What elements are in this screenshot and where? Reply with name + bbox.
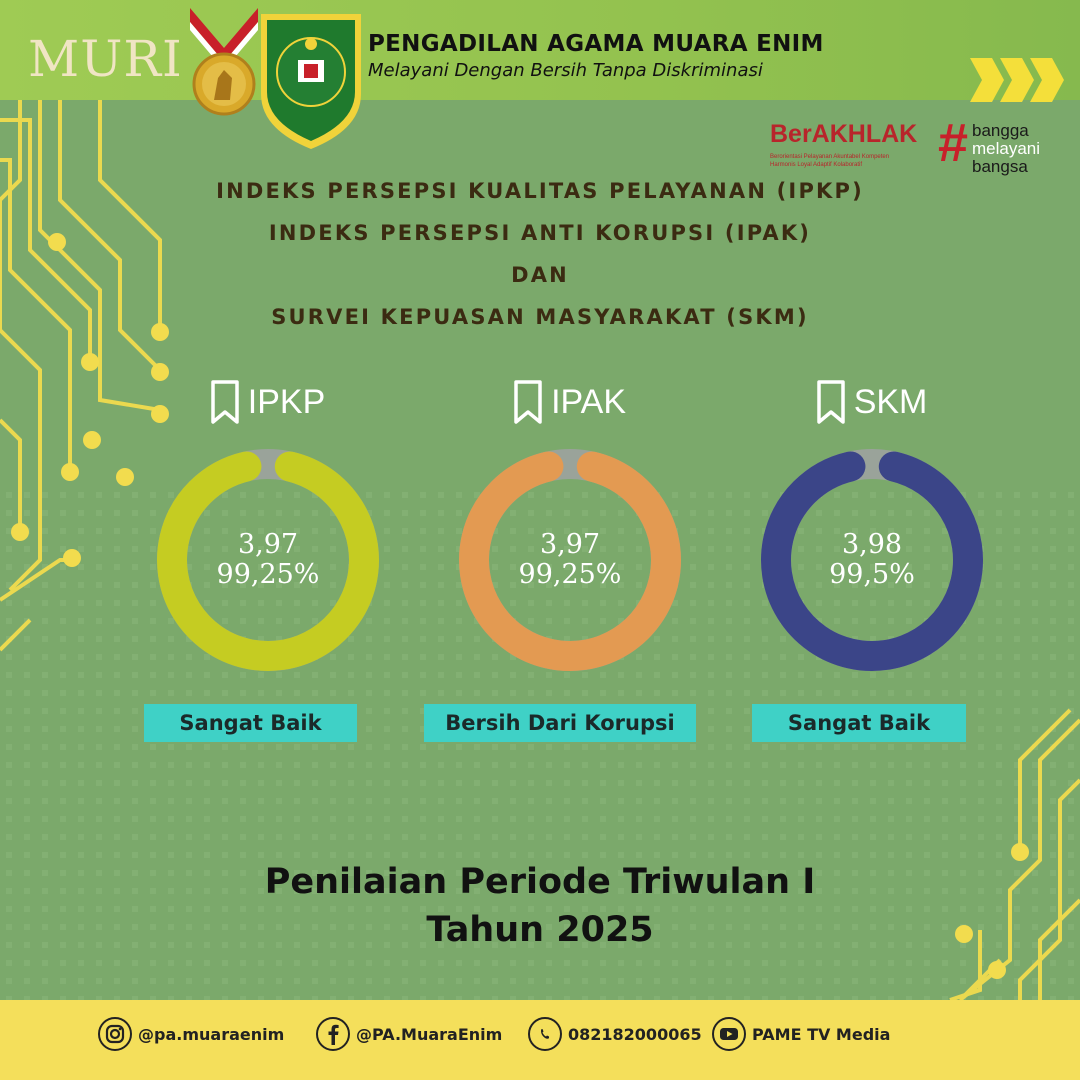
index-score: 3,97 [539,529,601,560]
period-line-1: Penilaian Periode Triwulan I [264,862,816,902]
donut-values [156,448,380,672]
youtube-channel[interactable] [712,1016,890,1052]
title-ipak: INDEKS PERSEPSI ANTI KORUPSI (IPAK) [268,221,812,245]
index-percent: 99,25% [518,559,622,590]
whatsapp-icon [528,1017,562,1051]
court-tagline: Melayani Dengan Bersih Tanpa Diskriminasi [368,60,763,81]
medal-icon [184,8,264,118]
instagram-icon [98,1017,132,1051]
bookmark-icon [817,380,845,424]
title-ipkp: INDEKS PERSEPSI KUALITAS PELAYANAN (IPKP) [216,179,864,203]
bangga-melayani-bangsa-slogan [972,122,1040,176]
assessment-period [0,858,1080,954]
berakhlak-subtitle [770,153,889,169]
social-footer [0,1000,1080,1080]
facebook-icon [316,1017,350,1051]
index-name: SKM [853,382,928,421]
index-name: IPKP [247,382,326,421]
index-percent: 99,5% [829,559,915,590]
period-line-2: Tahun 2025 [426,910,654,950]
bookmark-icon [211,380,239,424]
index-score: 3,98 [841,529,903,560]
category-badge: Sangat Baik [752,704,966,742]
index-label [450,380,690,440]
berakhlak-subline-2: Harmonis Loyal Adaptif Kolaboratif [770,162,863,168]
court-name-title: PENGADILAN AGAMA MUARA ENIM [368,31,824,57]
index-card-skm [752,380,992,760]
index-label [148,380,388,440]
index-name: IPAK [551,382,627,421]
index-score: 3,97 [237,529,299,560]
category-badge: Sangat Baik [144,704,357,742]
berakhlak-subline-1: Berorientasi Pelayanan Akuntabel Kompeten [770,154,890,160]
facebook-handle[interactable] [316,1016,502,1052]
index-label [752,380,992,440]
slogan-line-2: melayani [972,139,1041,158]
instagram-text: @pa.muaraenim [138,1024,285,1044]
index-card-ipkp [148,380,388,760]
muri-logo: MURI [28,30,183,88]
whatsapp-number[interactable] [528,1016,702,1052]
main-titles [0,176,1080,344]
slogan-line-1: bangga [972,121,1029,140]
youtube-text: PAME TV Media [752,1024,891,1044]
instagram-handle[interactable] [98,1016,284,1052]
slogan-line-3: bangsa [972,157,1028,176]
donut-values [760,448,984,672]
bookmark-icon [514,380,542,424]
index-card-ipak [445,380,690,760]
youtube-icon [712,1017,746,1051]
title-dan: DAN [511,263,569,287]
donut-values [458,448,682,672]
hashtag-symbol: # [938,113,969,173]
title-skm: SURVEI KEPUASAN MASYARAKAT (SKM) [271,305,809,329]
berakhlak-word: BerAKHLAK [770,120,918,148]
facebook-text: @PA.MuaraEnim [356,1024,503,1044]
court-seal-logo [256,4,366,152]
index-percent: 99,25% [216,559,320,590]
berakhlak-logo [770,113,1070,176]
category-badge: Bersih Dari Korupsi [424,704,696,742]
chevron-arrows-icon [970,58,1066,102]
whatsapp-text: 082182000065 [568,1024,702,1044]
